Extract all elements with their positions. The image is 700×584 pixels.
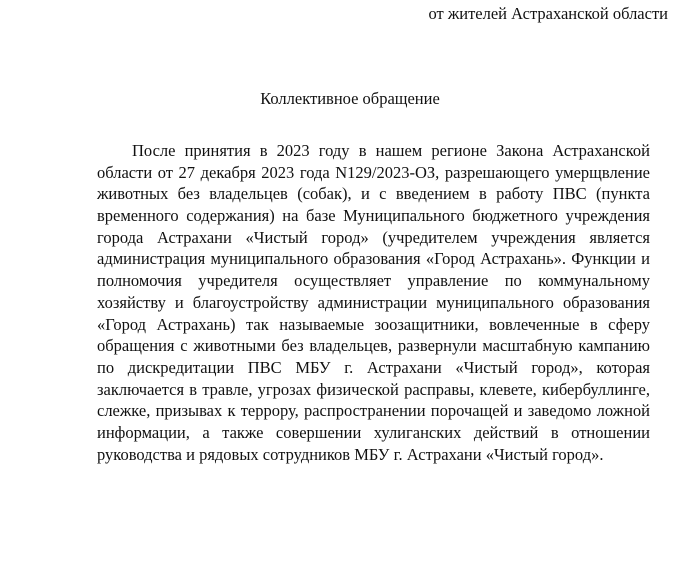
paragraph-line: слежке, призывах к террору, распространении порочащей и заведомо ложной [97,401,650,421]
paragraph-line: После принятия в 2023 году в нашем регионе Закона Астраханской [132,141,650,160]
paragraph-line: области от 27 декабря 2023 года N129/2023-ОЗ, разрешающего умерщвление [97,162,650,182]
paragraph-line: заключается в травле, угрозах физической расправы, клевете, кибербуллинге, [97,379,650,399]
paragraph-line: города Астрахани «Чистый город» (учредителем учреждения является [97,227,650,247]
paragraph-line: руководства и рядовых сотрудников МБУ г. Астрахани «Чистый город». [97,444,604,464]
paragraph-line: полномочия учредителя осуществляет управление по коммунальному [97,271,650,291]
paragraph-line: по дискредитации ПВС МБУ г. Астрахани «Чистый город», которая [97,357,650,377]
paragraph-line: животных без владельцев (собак), и с введением в работу ПВС (пункта [97,184,650,204]
paragraph-line: обращения с животными без владельцев, развернули масштабную кампанию [97,336,650,356]
document-title: Коллективное обращение [260,89,440,108]
paragraph-line: временного содержания) на базе Муниципального бюджетного учреждения [97,206,650,226]
paragraph-line: информации, а также совершении хулиганских действий в отношении [97,422,650,442]
sender-line: от жителей Астраханской области [428,4,668,23]
paragraph-line: администрация муниципального образования «Город Астрахань». Функции и [97,249,650,269]
paragraph-line: «Город Астрахань) так называемые зоозащитники, вовлеченные в сферу [97,314,650,334]
paragraph-line: хозяйству и благоустройству администрации муниципального образования [97,292,650,312]
body-paragraph [97,140,650,465]
